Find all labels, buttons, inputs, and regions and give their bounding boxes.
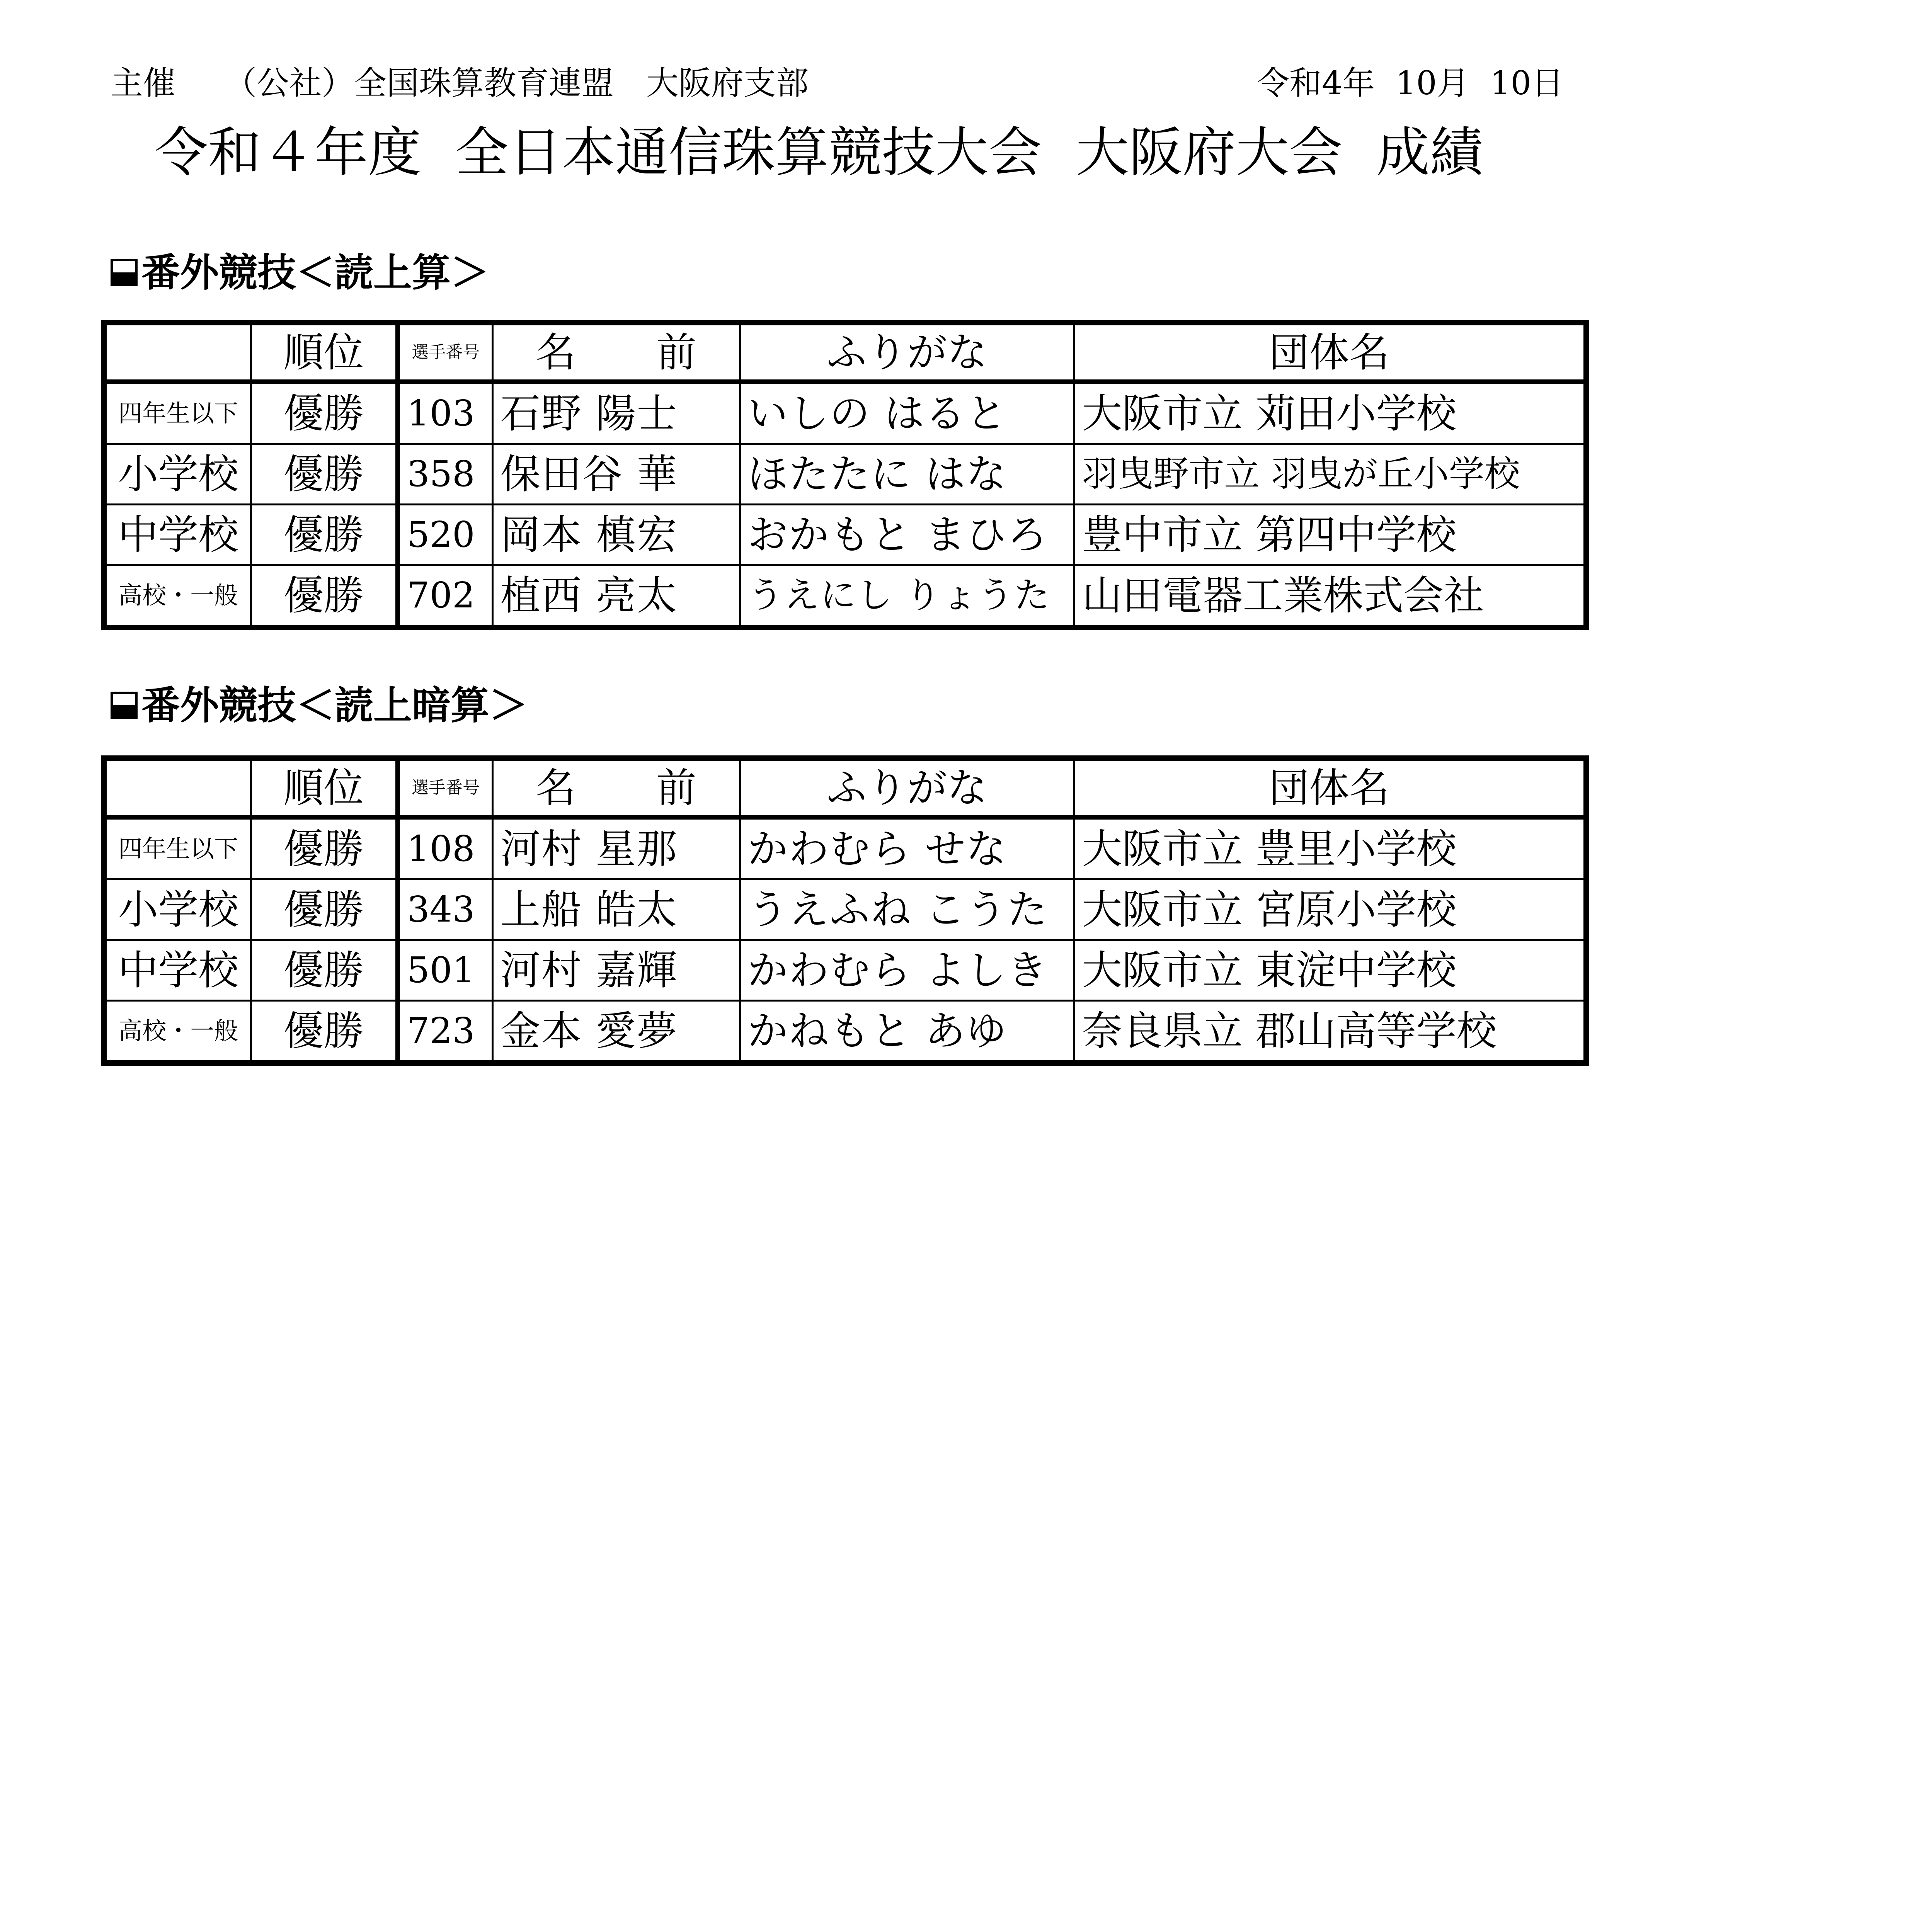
rank-cell: 優勝: [251, 879, 398, 940]
name-cell: 河村 嘉輝: [492, 940, 740, 1001]
furigana-cell: いしの はると: [740, 382, 1074, 444]
rank-cell: 優勝: [251, 505, 398, 565]
organization-cell: 羽曳野市立 羽曳が丘小学校: [1074, 444, 1586, 505]
document-date: 令和4年 10月 10日: [1256, 64, 1564, 102]
organizer-text: 主催 （公社）全国珠算教育連盟 大阪府支部: [111, 64, 809, 102]
name-cell: 上船 皓太: [492, 879, 740, 940]
furigana-cell: うえにし りょうた: [740, 565, 1074, 628]
number-cell: 723: [398, 1001, 492, 1063]
header-furigana: ふりがな: [740, 323, 1074, 382]
table-row: [104, 879, 1586, 940]
organization-cell: 山田電器工業株式会社: [1074, 565, 1586, 628]
organization-cell: 大阪市立 豊里小学校: [1074, 817, 1586, 879]
category-cell: 高校・一般: [104, 1001, 251, 1063]
furigana-cell: ほたたに はな: [740, 444, 1074, 505]
header-number: 選手番号: [398, 758, 492, 817]
section-heading-yomiagezan: [111, 247, 489, 298]
header-name: 名 前: [492, 758, 740, 817]
organization-cell: 大阪市立 東淀中学校: [1074, 940, 1586, 1001]
header-rank: 順位: [251, 758, 398, 817]
rank-cell: 優勝: [251, 565, 398, 628]
table-row: [104, 444, 1586, 505]
category-cell: 中学校: [104, 940, 251, 1001]
organization-cell: 豊中市立 第四中学校: [1074, 505, 1586, 565]
rank-cell: 優勝: [251, 1001, 398, 1063]
number-cell: 358: [398, 444, 492, 505]
results-table-yomiageanzan: [101, 755, 1589, 1066]
table-header-row: [104, 323, 1586, 382]
page-title: 令和４年度 全日本通信珠算競技大会 大阪府大会 成績: [155, 121, 1483, 184]
name-cell: 石野 陽士: [492, 382, 740, 444]
section-heading-yomiageanzan: [111, 680, 528, 730]
organization-cell: 大阪市立 宮原小学校: [1074, 879, 1586, 940]
name-cell: 岡本 槙宏: [492, 505, 740, 565]
document-header: [111, 62, 1564, 104]
half-filled-square-icon: [111, 259, 138, 286]
category-cell: 四年生以下: [104, 382, 251, 444]
header-rank: 順位: [251, 323, 398, 382]
header-furigana: ふりがな: [740, 758, 1074, 817]
category-cell: 高校・一般: [104, 565, 251, 628]
category-cell: 小学校: [104, 444, 251, 505]
table-row: [104, 505, 1586, 565]
table-header-row: [104, 758, 1586, 817]
category-cell: 小学校: [104, 879, 251, 940]
table-row: [104, 565, 1586, 628]
name-cell: 植西 亮太: [492, 565, 740, 628]
header-name: 名 前: [492, 323, 740, 382]
rank-cell: 優勝: [251, 940, 398, 1001]
furigana-cell: かねもと あゆ: [740, 1001, 1074, 1063]
half-filled-square-icon: [111, 692, 138, 719]
header-category: [104, 323, 251, 382]
number-cell: 501: [398, 940, 492, 1001]
name-cell: 河村 星那: [492, 817, 740, 879]
furigana-cell: うえふね こうた: [740, 879, 1074, 940]
table-row: [104, 382, 1586, 444]
organization-cell: 奈良県立 郡山高等学校: [1074, 1001, 1586, 1063]
table-row: [104, 940, 1586, 1001]
furigana-cell: かわむら よしき: [740, 940, 1074, 1001]
number-cell: 108: [398, 817, 492, 879]
section-heading-text: 番外競技＜読上暗算＞: [141, 682, 528, 728]
header-organization: 団体名: [1074, 323, 1586, 382]
name-cell: 保田谷 華: [492, 444, 740, 505]
rank-cell: 優勝: [251, 382, 398, 444]
section-heading-text: 番外競技＜読上算＞: [141, 250, 489, 295]
category-cell: 中学校: [104, 505, 251, 565]
number-cell: 103: [398, 382, 492, 444]
header-number: 選手番号: [398, 323, 492, 382]
category-cell: 四年生以下: [104, 817, 251, 879]
header-category: [104, 758, 251, 817]
number-cell: 343: [398, 879, 492, 940]
table-row: [104, 1001, 1586, 1063]
rank-cell: 優勝: [251, 444, 398, 505]
organization-cell: 大阪市立 苅田小学校: [1074, 382, 1586, 444]
rank-cell: 優勝: [251, 817, 398, 879]
table-row: [104, 817, 1586, 879]
number-cell: 520: [398, 505, 492, 565]
name-cell: 金本 愛夢: [492, 1001, 740, 1063]
furigana-cell: おかもと まひろ: [740, 505, 1074, 565]
results-table-yomiagezan: [101, 320, 1589, 630]
furigana-cell: かわむら せな: [740, 817, 1074, 879]
header-organization: 団体名: [1074, 758, 1586, 817]
number-cell: 702: [398, 565, 492, 628]
